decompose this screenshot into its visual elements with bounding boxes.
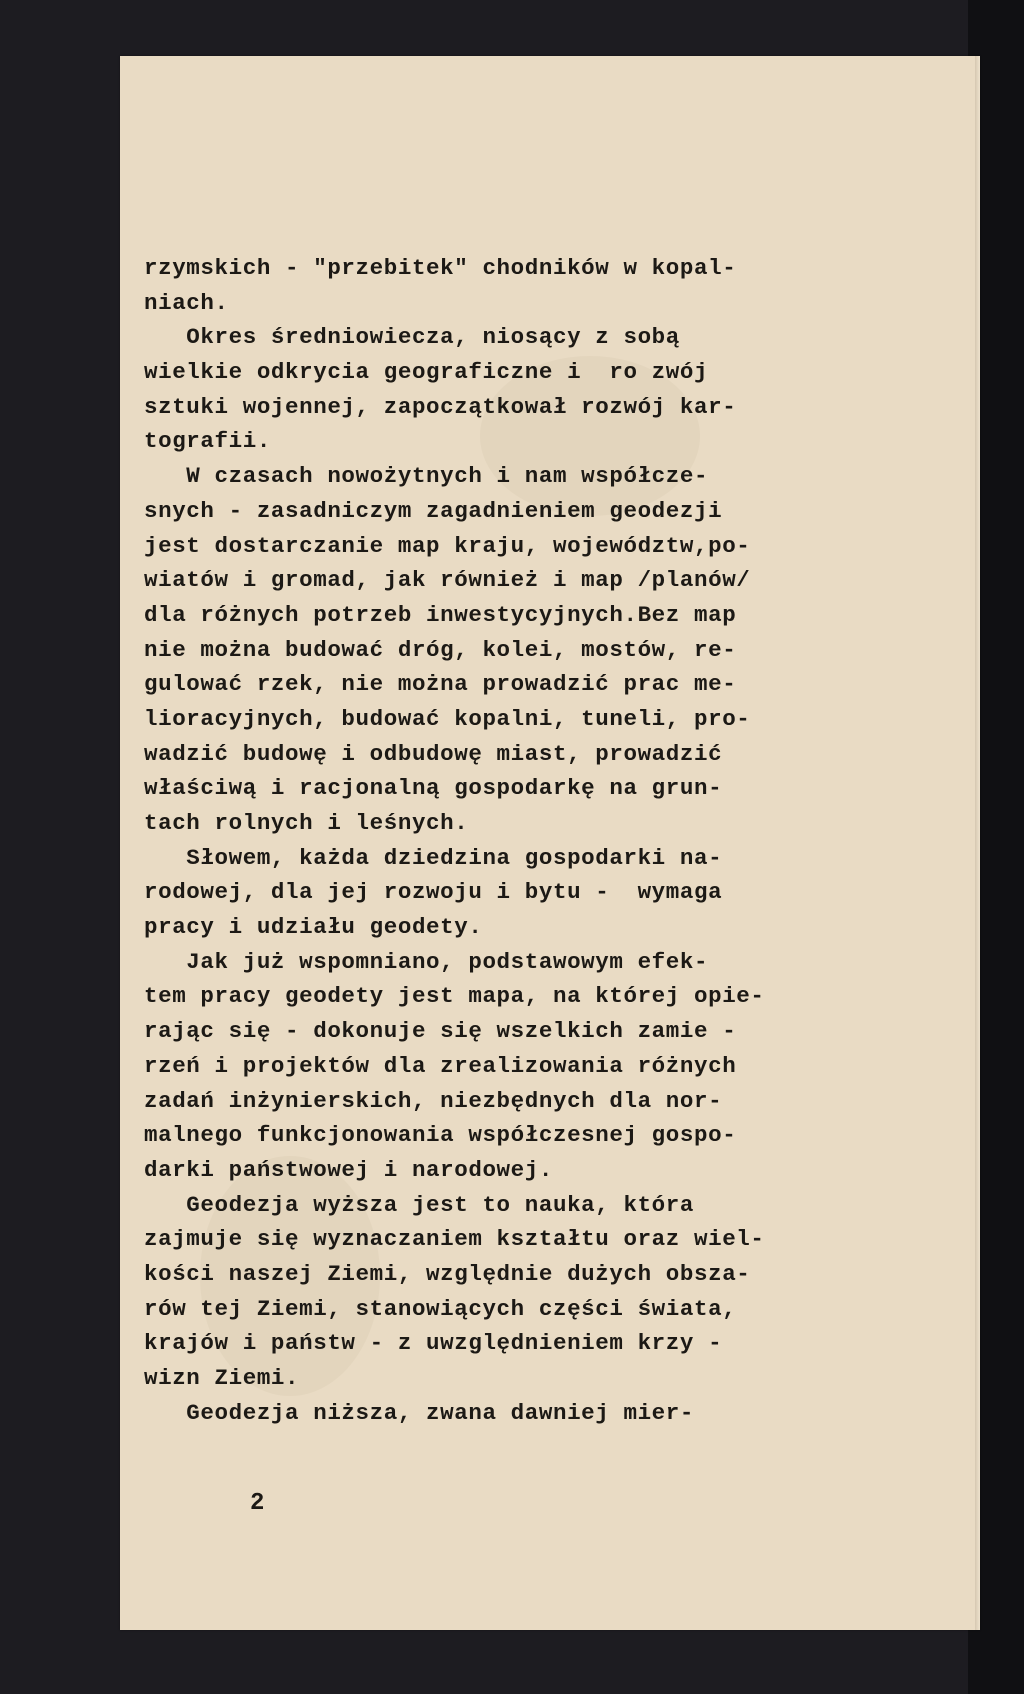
text-line: krajów i państw - z uwzględnieniem krzy - — [144, 1330, 723, 1357]
text-line: Jak już wspomniano, podstawowym efek- — [144, 948, 709, 975]
text-line: rzeń i projektów dla zrealizowania różnych — [144, 1052, 737, 1079]
page-fold — [975, 56, 980, 1630]
text-line: tach rolnych i leśnych. — [144, 810, 469, 836]
text-line: niach. — [144, 289, 229, 316]
text-line: dla różnych potrzeb inwestycyjnych.Bez map — [144, 601, 737, 628]
page-number: 2 — [250, 1490, 265, 1517]
text-line: wizn Ziemi. — [144, 1365, 300, 1391]
text-line: jest dostarczanie map kraju, województw,po- — [144, 532, 751, 559]
text-line: rzymskich - "przebitek" chodników w kopal- — [144, 255, 737, 281]
text-line: darki państwowej i narodowej. — [144, 1156, 553, 1183]
text-line: malnego funkcjonowania współczesnej gospo- — [144, 1122, 737, 1149]
text-line: W czasach nowożytnych i nam współcze- — [144, 463, 709, 490]
text-line: Geodezja wyższa jest to nauka, która — [144, 1191, 694, 1218]
text-line: rając się - dokonuje się wszelkich zamie - — [144, 1018, 737, 1045]
text-line: lioracyjnych, budować kopalni, tuneli, pro- — [144, 705, 751, 732]
text-line: zajmuje się wyznaczaniem kształtu oraz wiel- — [144, 1226, 765, 1253]
text-line: rów tej Ziemi, stanowiących części świata, — [144, 1295, 737, 1322]
text-line: gulować rzek, nie można prowadzić prac me- — [144, 671, 737, 698]
body-text — [144, 251, 884, 1430]
text-line: wielkie odkrycia geograficzne i ro zwój — [144, 359, 709, 386]
text-line: rodowej, dla jej rozwoju i bytu - wymaga — [144, 879, 723, 906]
text-line: właściwą i racjonalną gospodarkę na grun- — [144, 775, 723, 802]
text-line: Okres średniowiecza, niosący z sobą — [144, 324, 680, 351]
text-line: wadzić budowę i odbudowę miast, prowadzić — [144, 740, 723, 767]
text-line: wiatów i gromad, jak również i map /planów/ — [144, 567, 751, 594]
text-line: snych - zasadniczym zagadnieniem geodezji — [144, 497, 723, 524]
text-line: zadań inżynierskich, niezbędnych dla nor- — [144, 1087, 723, 1114]
text-line: nie można budować dróg, kolei, mostów, re- — [144, 636, 737, 663]
text-line: Geodezja niższa, zwana dawniej mier- — [144, 1399, 694, 1426]
text-line: sztuki wojennej, zapoczątkował rozwój kar- — [144, 393, 737, 420]
text-line: kości naszej Ziemi, względnie dużych obsza- — [144, 1260, 751, 1287]
text-line: Słowem, każda dziedzina gospodarki na- — [144, 844, 723, 871]
text-line: tem pracy geodety jest mapa, na której opie- — [144, 983, 765, 1010]
text-line: pracy i udziału geodety. — [144, 914, 483, 941]
text-line: tografii. — [144, 428, 271, 455]
